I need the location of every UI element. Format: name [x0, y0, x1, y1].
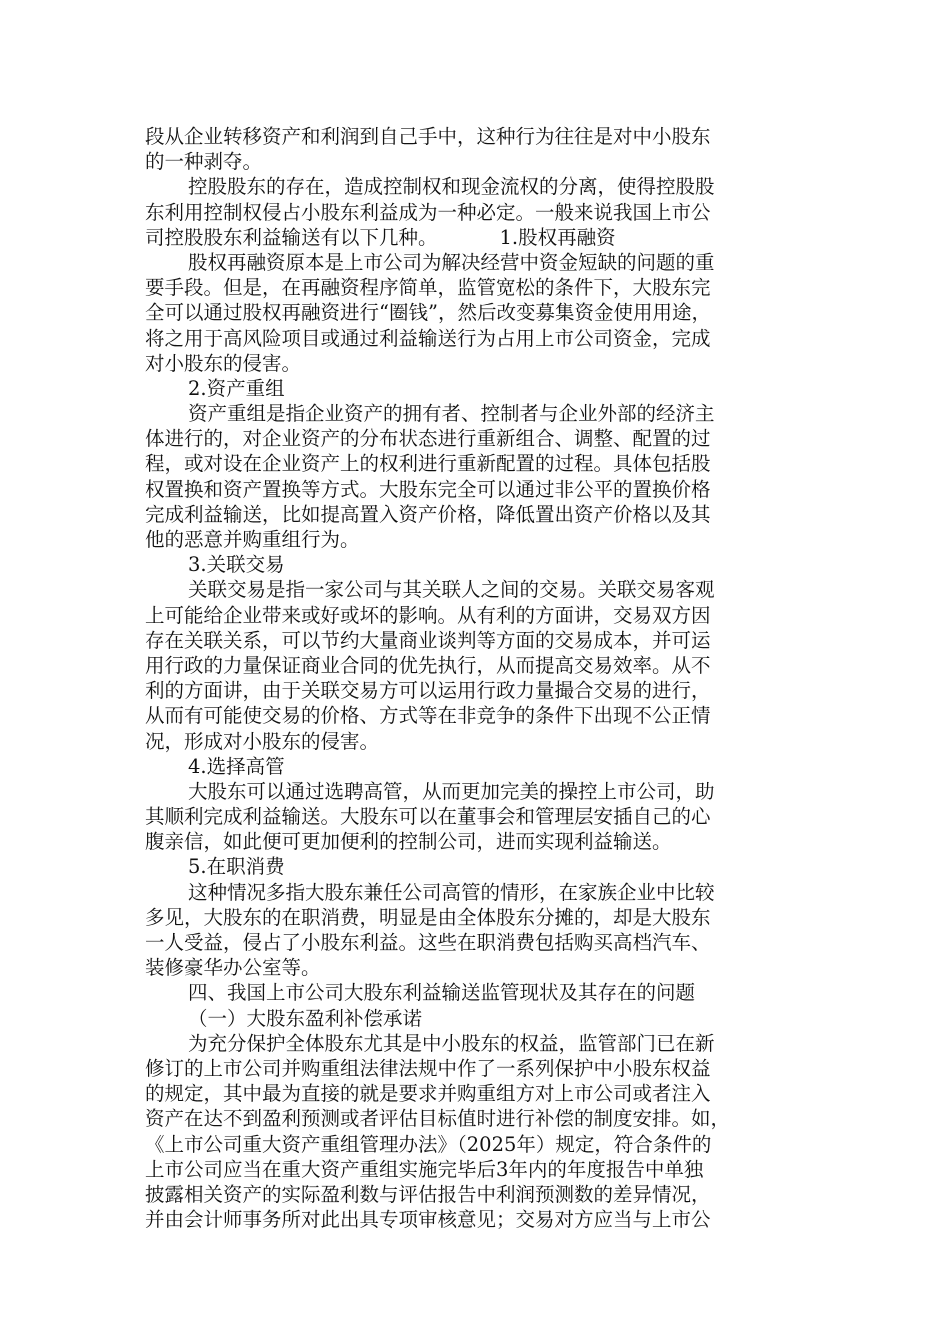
text-line: 上市公司应当在重大资产重组实施完毕后3年内的年度报告中单独: [145, 1157, 704, 1181]
text-line: 多见，大股东的在职消费，明显是由全体股东分摊的，却是大股东: [145, 905, 711, 929]
text-line: 要手段。但是，在再融资程序简单，监管宽松的条件下，大股东完: [145, 276, 711, 300]
text-line: 存在关联关系，可以节约大量商业谈判等方面的交易成本，并可运: [145, 628, 711, 652]
text-line: 全可以通过股权再融资进行“圈钱”，然后改变募集资金使用用途，: [145, 301, 711, 325]
text-line: 体进行的，对企业资产的分布状态进行重新组合、调整、配置的过: [145, 427, 711, 451]
paragraph-first-line: 股权再融资原本是上市公司为解决经营中资金短缺的问题的重: [188, 250, 715, 274]
text-line: 腹亲信，如此便可更加便利的控制公司，进而实现利益输送。: [145, 830, 672, 854]
text-line: 完成利益输送，比如提高置入资产价格，降低置出资产价格以及其: [145, 502, 711, 526]
text-line: 程，或对设在企业资产上的权利进行重新配置的过程。具体包括股: [145, 452, 711, 476]
text-line: 《上市公司重大资产重组管理办法》（2025年）规定，符合条件的: [145, 1132, 712, 1156]
text-line: 利的方面讲，由于关联交易方可以运用行政力量撮合交易的进行，: [145, 679, 711, 703]
body-text: [145, 124, 805, 1232]
text-line: 上可能给企业带来或好或坏的影响。从有利的方面讲，交易双方因: [145, 603, 711, 627]
paragraph-first-line: 资产重组是指企业资产的拥有者、控制者与企业外部的经济主: [188, 402, 715, 426]
paragraph-first-line: 大股东可以通过选聘高管，从而更加完美的操控上市公司，助: [188, 779, 715, 803]
paragraph-first-line: 这种情况多指大股东兼任公司高管的情形，在家族企业中比较: [188, 880, 715, 904]
section-heading: 2.资产重组: [188, 376, 285, 400]
text-line: 段从企业转移资产和利润到自己手中，这种行为往往是对中小股东: [145, 125, 711, 148]
paragraph-first-line: 关联交易是指一家公司与其关联人之间的交易。关联交易客观: [188, 578, 715, 602]
text-line: 其顺利完成利益输送。大股东可以在董事会和管理层安插自己的心: [145, 805, 711, 829]
text-line: 用行政的力量保证商业合同的优先执行，从而提高交易效率。从不: [145, 653, 711, 677]
section-heading: 4.选择高管: [188, 754, 285, 778]
text-line: 东利用控制权侵占小股东利益成为一种必定。一般来说我国上市公: [145, 200, 711, 224]
text-line: 况，形成对小股东的侵害。: [145, 729, 380, 753]
text-line: 装修豪华办公室等。: [145, 956, 321, 980]
text-line: 的规定，其中最为直接的就是要求并购重组方对上市公司或者注入: [145, 1082, 711, 1106]
paragraph-first-line: 为充分保护全体股东尤其是中小股东的权益，监管部门已在新: [188, 1031, 715, 1055]
chapter-heading: 四、我国上市公司大股东利益输送监管现状及其存在的问题: [188, 981, 696, 1005]
section-heading: 3.关联交易: [188, 553, 285, 577]
section-heading: 5.在职消费: [188, 855, 285, 879]
text-line: 将之用于高风险项目或通过利益输送行为占用上市公司资金，完成: [145, 326, 711, 350]
text-line: 资产在达不到盈利预测或者评估目标值时进行补偿的制度安排。如，: [145, 1107, 731, 1131]
text-line: 的一种剥夺。: [145, 150, 263, 174]
text-line: 一人受益，侵占了小股东利益。这些在职消费包括购买高档汽车、: [145, 931, 711, 954]
text-line: 披露相关资产的实际盈利数与评估报告中利润预测数的差异情况，: [145, 1182, 711, 1206]
text-line: 司控股股东利益输送有以下几种。 1.股权再融资: [145, 225, 616, 249]
text-line: 从而有可能使交易的价格、方式等在非竞争的条件下出现不公正情: [145, 704, 711, 728]
text-line: 修订的上市公司并购重组法律法规中作了一系列保护中小股东权益: [145, 1056, 711, 1080]
text-line: 对小股东的侵害。: [145, 351, 302, 375]
text-line: 权置换和资产置换等方式。大股东完全可以通过非公平的置换价格: [145, 477, 711, 501]
paragraph-first-line: 控股股东的存在，造成控制权和现金流权的分离，使得控股股: [188, 175, 715, 199]
subsection-heading: （一）大股东盈利补偿承诺: [188, 1006, 423, 1030]
text-line: 并由会计师事务所对此出具专项审核意见；交易对方应当与上市公: [145, 1208, 711, 1232]
text-line: 他的恶意并购重组行为。: [145, 528, 360, 551]
